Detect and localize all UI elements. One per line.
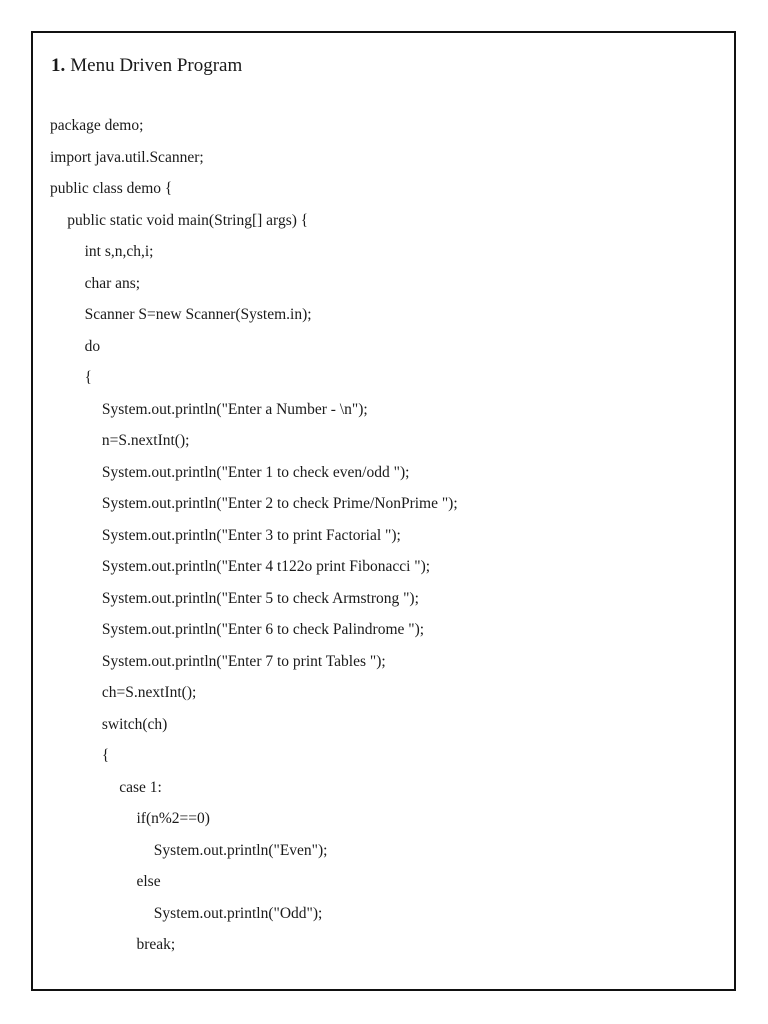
- code-line: n=S.nextInt();: [101, 432, 190, 449]
- code-line: ch=S.nextInt();: [101, 684, 197, 701]
- code-line: System.out.println("Enter 4 t122o print Fibonacci ");: [101, 558, 431, 575]
- section-number: 1.: [51, 55, 66, 76]
- code-line: System.out.println("Enter 1 to check even/odd ");: [101, 463, 410, 481]
- code-line: do: [84, 337, 101, 355]
- code-line: case 1:: [119, 778, 162, 796]
- code-line: if(n%2==0): [136, 810, 210, 827]
- code-line: System.out.println("Odd");: [153, 904, 323, 922]
- section-title: Menu Driven Program: [70, 55, 243, 76]
- code-line: public static void main(String[] args) {: [67, 211, 309, 229]
- code-line: System.out.println("Even");: [153, 841, 328, 859]
- code-line: System.out.println("Enter 3 to print Factorial ");: [101, 526, 401, 544]
- code-line: System.out.println("Enter 2 to check Prime/NonPrime ");: [101, 495, 458, 512]
- code-line: else: [136, 873, 161, 890]
- code-line: public class demo {: [50, 180, 173, 197]
- section-heading: [51, 53, 242, 79]
- code-line: System.out.println("Enter 6 to check Palindrome ");: [101, 621, 425, 638]
- code-line: import java.util.Scanner;: [50, 148, 204, 166]
- code-line: System.out.println("Enter a Number - \n");: [101, 400, 368, 418]
- code-line: Scanner S=new Scanner(System.in);: [84, 306, 312, 323]
- code-line: int s,n,ch,i;: [84, 243, 154, 260]
- code-line: break;: [136, 936, 176, 953]
- code-line: {: [84, 369, 93, 386]
- document-page: [31, 31, 736, 991]
- code-line: package demo;: [50, 117, 144, 134]
- code-line: System.out.println("Enter 7 to print Tables ");: [101, 652, 386, 670]
- code-line: {: [101, 747, 110, 764]
- code-line: switch(ch): [101, 715, 168, 733]
- code-line: System.out.println("Enter 5 to check Armstrong ");: [101, 589, 419, 607]
- code-listing: [50, 110, 458, 961]
- code-line: char ans;: [84, 274, 141, 292]
